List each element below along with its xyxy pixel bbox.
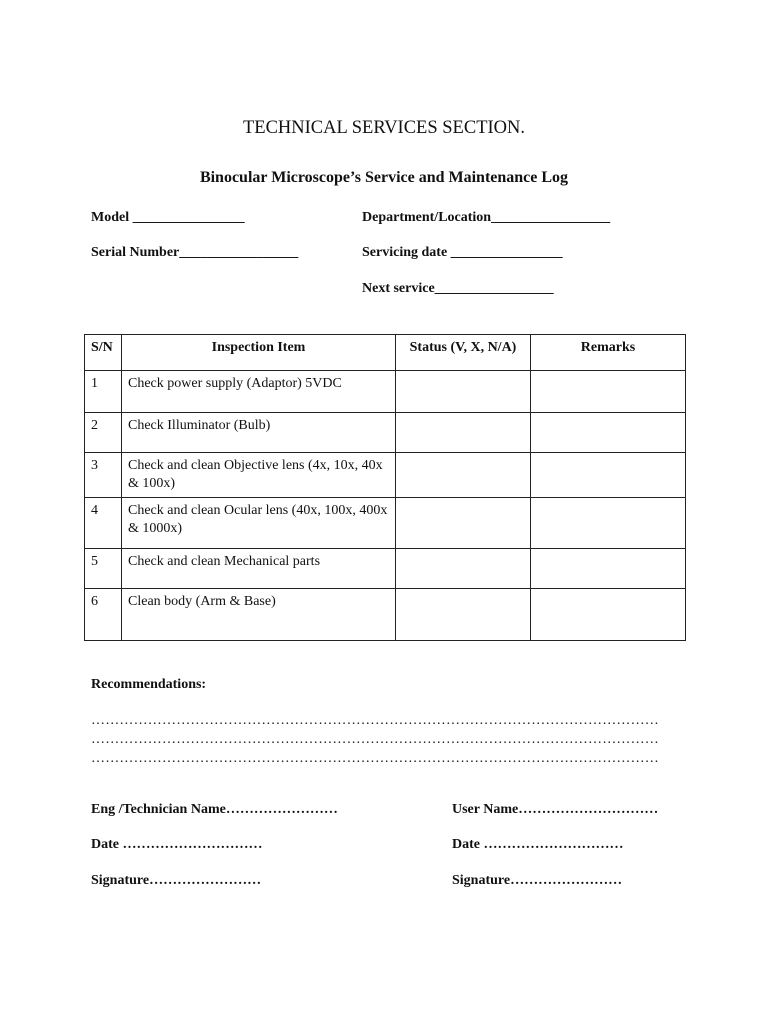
table-row: [85, 549, 686, 589]
row-remarks-cell[interactable]: [531, 371, 686, 413]
row-status-cell[interactable]: [396, 413, 531, 453]
row-status-cell[interactable]: [396, 589, 531, 641]
inspection-item-header: Inspection Item: [122, 335, 396, 371]
row-remarks-cell[interactable]: [531, 498, 686, 549]
row-item: Check and clean Objective lens (4x, 10x, 40x & 100x): [122, 453, 396, 498]
department-location-field[interactable]: Department/Location_________________: [362, 210, 611, 225]
model-field[interactable]: Model ________________: [91, 210, 245, 225]
servicing-date-field[interactable]: Servicing date ________________: [362, 245, 563, 260]
recommendation-line[interactable]: …………………………………………………………………………………………………………: [91, 713, 659, 728]
inspection-table: [84, 334, 686, 641]
remarks-header: Remarks: [531, 335, 686, 371]
technician-signature-field[interactable]: Signature……………………: [91, 873, 262, 888]
recommendation-line[interactable]: …………………………………………………………………………………………………………: [91, 751, 659, 766]
status-header: Status (V, X, N/A): [396, 335, 531, 371]
row-status-cell[interactable]: [396, 453, 531, 498]
page-title: TECHNICAL SERVICES SECTION.: [242, 118, 526, 138]
row-remarks-cell[interactable]: [531, 589, 686, 641]
row-item: Clean body (Arm & Base): [122, 589, 396, 641]
row-sn: 4: [85, 498, 122, 549]
row-sn: 2: [85, 413, 122, 453]
row-remarks-cell[interactable]: [531, 549, 686, 589]
row-sn: 1: [85, 371, 122, 413]
table-row: [85, 589, 686, 641]
user-date-field[interactable]: Date …………………………: [452, 837, 624, 852]
row-remarks-cell[interactable]: [531, 453, 686, 498]
technician-name-field[interactable]: Eng /Technician Name……………………: [91, 802, 338, 817]
row-item: Check Illuminator (Bulb): [122, 413, 396, 453]
recommendation-line[interactable]: …………………………………………………………………………………………………………: [91, 732, 659, 747]
row-item: Check power supply (Adaptor) 5VDC: [122, 371, 396, 413]
table-row: [85, 453, 686, 498]
technician-date-field[interactable]: Date …………………………: [91, 837, 263, 852]
row-sn: 6: [85, 589, 122, 641]
table-row: [85, 371, 686, 413]
row-remarks-cell[interactable]: [531, 413, 686, 453]
row-status-cell[interactable]: [396, 549, 531, 589]
sn-header: S/N: [85, 335, 122, 371]
user-signature-field[interactable]: Signature……………………: [452, 873, 623, 888]
next-service-field[interactable]: Next service_________________: [362, 281, 554, 296]
serial-number-field[interactable]: Serial Number_________________: [91, 245, 299, 260]
table-row: [85, 413, 686, 453]
row-item: Check and clean Mechanical parts: [122, 549, 396, 589]
row-status-cell[interactable]: [396, 371, 531, 413]
row-item: Check and clean Ocular lens (40x, 100x, 400x & 1000x): [122, 498, 396, 549]
recommendations-label: Recommendations:: [91, 677, 207, 692]
row-status-cell[interactable]: [396, 498, 531, 549]
user-name-field[interactable]: User Name…………………………: [452, 802, 659, 817]
row-sn: 5: [85, 549, 122, 589]
row-sn: 3: [85, 453, 122, 498]
form-subtitle: Binocular Microscope’s Service and Maintenance Log: [199, 169, 569, 186]
table-row: [85, 498, 686, 549]
table-header-row: [85, 335, 686, 371]
